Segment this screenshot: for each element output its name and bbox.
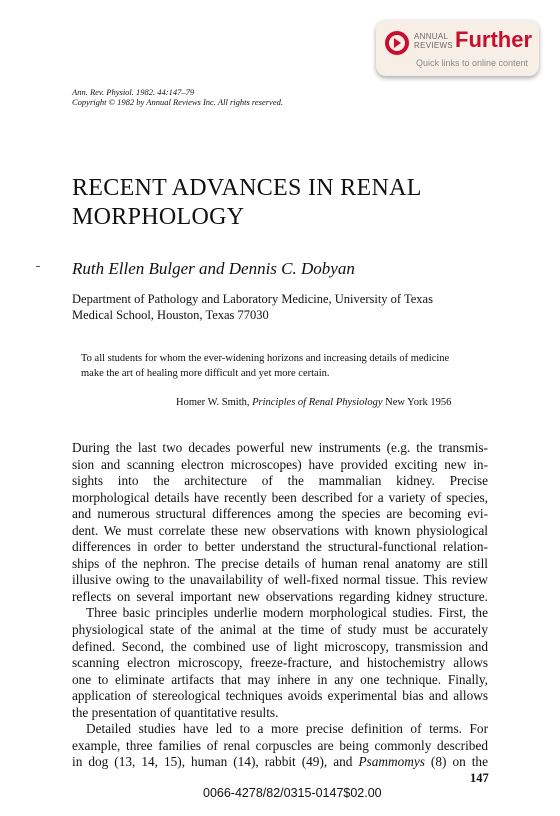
body-line: reflects on several important new observations regarding kidney structure. xyxy=(72,588,488,604)
body-line: sion and scanning electron microscopes) have provided exciting new in- xyxy=(72,456,488,472)
copyright-line: Copyright © 1982 by Annual Reviews Inc. All rights reserved. xyxy=(72,97,283,107)
epigraph-author: Homer W. Smith, xyxy=(176,397,250,408)
journal-header xyxy=(72,87,283,107)
epigraph-book: Principles of Renal Physiology xyxy=(252,397,383,408)
further-badge[interactable] xyxy=(376,20,539,76)
body-line: and numerous structural differences among the species are becoming evi- xyxy=(72,506,488,522)
margin-mark xyxy=(36,266,40,267)
badge-subtitle: Quick links to online content xyxy=(416,58,529,68)
citation-line: Ann. Rev. Physiol. 1982. 44:147–79 xyxy=(72,87,195,97)
badge-further-label: Further xyxy=(455,27,532,52)
body-line: dent. We must correlate these new observations with known physiological xyxy=(72,522,488,538)
annual-reviews-logo-icon xyxy=(385,31,409,55)
body-line: illusive owing to the unavailability of well-fixed normal tissue. This review xyxy=(72,572,488,588)
body-line: application of stereological techniques avoids experimental bias and allows xyxy=(72,688,488,704)
body-line: sights into the architecture of the mammalian kidney. Precise xyxy=(72,473,488,489)
price-code: 0066-4278/82/0315-0147$02.00 xyxy=(203,786,382,800)
authors: Ruth Ellen Bulger and Dennis C. Dobyan xyxy=(72,259,355,278)
badge-annual-reviews-label: ANNUAL REVIEWS xyxy=(414,32,453,50)
body-line: the presentation of quantitative results. xyxy=(72,704,279,720)
body-line: ships of the nephron. The precise details of human renal anatomy are still xyxy=(72,555,488,571)
body-italic-term: Psammomys xyxy=(358,754,425,770)
epigraph: To all students for whom the ever-widening horizons and increasing details of medicine make the art of healing more difficult and yet more certain. xyxy=(81,353,450,379)
article-title: RECENT ADVANCES IN RENAL MORPHOLOGY xyxy=(72,175,422,230)
body-line: physiological state of the animal at the time of study must be accurately xyxy=(72,622,488,638)
body-line-tail: (8) on the xyxy=(424,754,488,770)
body-line: morphological details have recently been described for a variety of species, xyxy=(72,489,488,505)
body-line: scanning electron microscopy, freeze-fracture, and histochemistry allows xyxy=(72,655,488,671)
body-line: Detailed studies have led to a more precise definition of terms. For xyxy=(86,721,488,737)
body-line: During the last two decades powerful new instruments (e.g. the transmis- xyxy=(72,440,488,455)
page-number: 147 xyxy=(470,771,489,785)
affiliation: Department of Pathology and Laboratory Medicine, University of Texas Medical School, Houston, Texas 77030 xyxy=(72,292,433,322)
epigraph-attribution xyxy=(176,397,451,408)
body-text xyxy=(72,440,488,771)
body-line: example, three families of renal corpuscles are being commonly described xyxy=(72,737,488,753)
body-line: Three basic principles underlie modern morphological studies. First, the xyxy=(86,605,488,621)
body-line: one to eliminate artifacts that may inhere in any one technique. Finally, xyxy=(72,671,488,687)
body-line: in dog (13, 14, 15), human (14), rabbit (49), and Psammomys (8) on the xyxy=(72,754,488,770)
body-line: defined. Second, the combined use of light microscopy, transmission and xyxy=(72,638,488,654)
epigraph-place-year: New York 1956 xyxy=(385,397,452,408)
body-line: differences in order to better understand the structural-functional relation- xyxy=(72,539,488,555)
